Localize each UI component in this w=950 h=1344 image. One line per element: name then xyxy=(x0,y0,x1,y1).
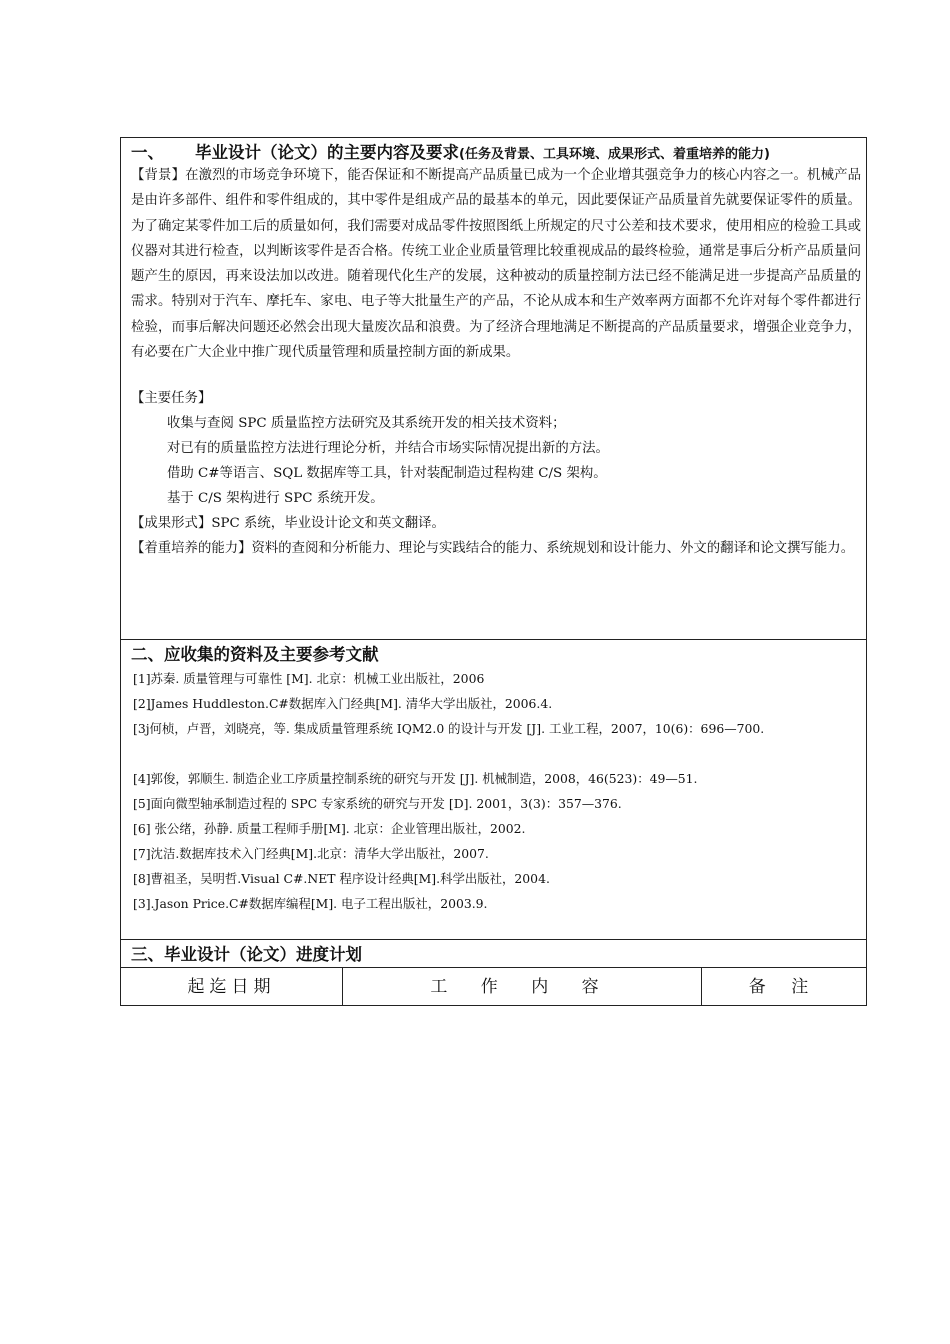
reference-item: [8]曹祖圣，吴明哲.Visual C#.NET 程序设计经典[M].科学出版社，2004. xyxy=(133,871,550,886)
column-header-remarks: 备 注 xyxy=(748,977,819,997)
section1-title: 毕业设计（论文）的主要内容及要求 xyxy=(195,143,459,162)
result-text: SPC 系统，毕业设计论文和英文翻译。 xyxy=(211,516,445,531)
task-item: 对已有的质量监控方法进行理论分析，并结合市场实际情况提出新的方法。 xyxy=(167,441,609,456)
section-divider xyxy=(121,939,866,940)
background-text: 在激烈的市场竞争环境下，能否保证和不断提高产品质量已成为一个企业增其强竞争力的核心内容之一。机械产品是由许多部件、组件和零件组成的，其中零件是组成产品的最基本的单元，因此要保证产品质量首先就要保证零件的质量。为了确定某零件加工后的质量如何，我们需要对成品零件按照图纸上所规定的尺寸公差和技术要求，使用相应的检验工具或仪器对其进行检查，以判断该零件是否合格。传统工业企业质量管理比较重视成品的最终检验，通常是事后分析产品质量问题产生的原因，再来设法加以改进。随着现代化生产的发展，这种被动的质量控制方法已经不能满足进一步提高产品质量的需求。特别对于汽车、摩托车、家电、电子等大批量生产的产品，不论从成本和生产效率两方面都不允许对每个零件都进行检验，而事后解决问题还必然会出现大量废次品和浪费。为了经济合理地满足不断提高的产品质量要求，增强企业竞争力，有必要在广大企业中推广现代质量管理和质量控制方面的新成果。 xyxy=(131,168,862,361)
column-header-dates: 起迄日期 xyxy=(187,977,276,997)
tasks-label: 【主要任务】 xyxy=(131,391,212,406)
background-paragraph xyxy=(131,163,861,365)
reference-item: [2]James Huddleston.C#数据库入门经典[M]. 清华大学出版社，2006.4. xyxy=(133,696,553,711)
reference-item: [5]面向微型轴承制造过程的 SPC 专家系统的研究与开发 [D]. 2001，3(3)：357—376. xyxy=(133,796,622,811)
ability-paragraph xyxy=(131,536,861,561)
task-item: 基于 C/S 架构进行 SPC 系统开发。 xyxy=(167,491,384,506)
reference-item: [3j何桢，卢晋，刘晓亮，等. 集成质量管理系统 IQM2.0 的设计与开发 [J]. 工业工程，2007，10(6)：696—700. xyxy=(133,721,765,736)
task-item: 借助 C#等语言、SQL 数据库等工具，针对装配制造过程构建 C/S 架构。 xyxy=(167,466,607,481)
column-header-work-content: 工 作 内 容 xyxy=(430,977,613,997)
reference-item: [6] 张公绪，孙静. 质量工程师手册[M]. 北京：企业管理出版社，2002. xyxy=(133,821,526,836)
background-label: 【背景】 xyxy=(131,168,186,183)
ability-label: 【着重培养的能力】 xyxy=(131,541,252,556)
reference-item: [3].Jason Price.C#数据库编程[M]. 电子工程出版社，2003.9. xyxy=(133,896,488,911)
result-label: 【成果形式】 xyxy=(131,516,212,531)
reference-item: [7]沈洁.数据库技术入门经典[M].北京：清华大学出版社，2007. xyxy=(133,846,489,861)
section-divider xyxy=(121,639,866,640)
reference-item: [4]郭俊，郭顺生. 制造企业工序质量控制系统的研究与开发 [J]. 机械制造，2008，46(523)：49—51. xyxy=(133,771,698,786)
task-item: 收集与查阅 SPC 质量监控方法研究及其系统开发的相关技术资料； xyxy=(167,416,566,431)
section3-title: 三、毕业设计（论文）进度计划 xyxy=(131,945,362,964)
section1-number: 一、 xyxy=(131,143,164,162)
thesis-task-table xyxy=(120,137,867,1006)
section1-subtitle: (任务及背景、工具环境、成果形式、着重培养的能力) xyxy=(459,147,770,162)
reference-item: [1]苏秦. 质量管理与可靠性 [M]. 北京：机械工业出版社，2006 xyxy=(133,671,485,686)
result-line xyxy=(131,511,445,536)
section2-title: 二、应收集的资料及主要参考文献 xyxy=(131,645,379,664)
ability-text: 资料的查阅和分析能力、理论与实践结合的能力、系统规划和设计能力、外文的翻译和论文撰写能力。 xyxy=(251,541,855,556)
